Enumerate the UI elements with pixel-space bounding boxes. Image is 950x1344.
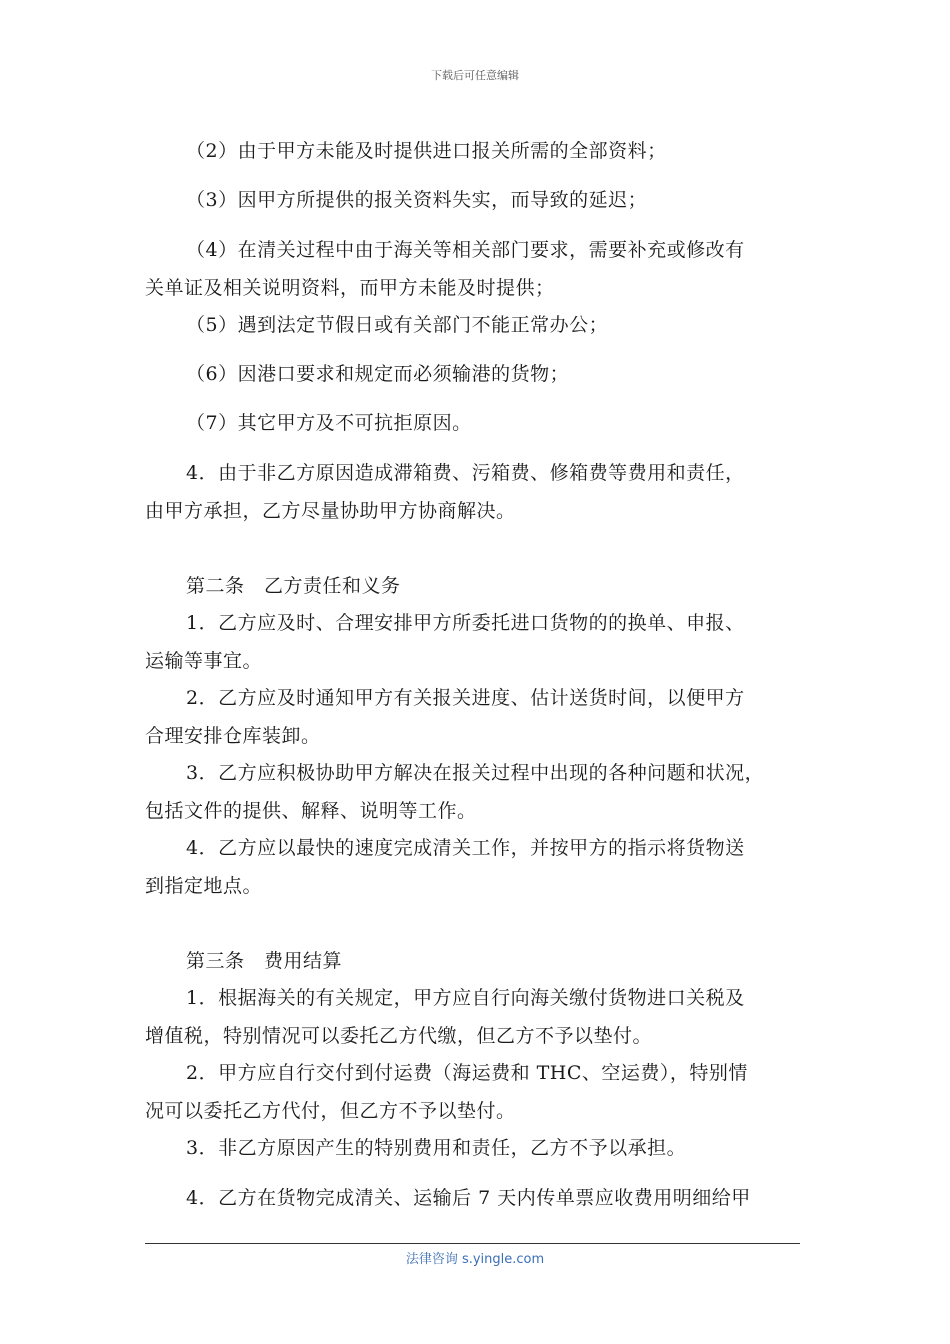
- footer-link[interactable]: 法律咨询 s.yingle.com: [405, 1252, 545, 1267]
- section2-item-4: 4．乙方应以最快的速度完成清关工作，并按甲方的指示将货物送: [186, 837, 745, 859]
- section2-item-1-cont: 运输等事宜。: [145, 650, 263, 672]
- section2-item-4-cont: 到指定地点。: [145, 875, 263, 897]
- section2-item-2: 2．乙方应及时通知甲方有关报关进度、估计送货时间，以便甲方: [186, 687, 745, 709]
- section2-item-3-cont: 包括文件的提供、解释、说明等工作。: [145, 800, 477, 822]
- section2-item-3: 3．乙方应积极协助甲方解决在报关过程中出现的各种问题和状况，: [186, 762, 765, 784]
- section-heading-3: 第三条 费用结算: [186, 950, 343, 972]
- clause-item-4: （4）在清关过程中由于海关等相关部门要求，需要补充或修改有: [186, 239, 745, 261]
- section2-item-1: 1．乙方应及时、合理安排甲方所委托进口货物的的换单、申报、: [186, 612, 745, 634]
- section3-item-2-cont: 况可以委托乙方代付，但乙方不予以垫付。: [145, 1100, 516, 1122]
- section3-item-3: 3．非乙方原因产生的特别费用和责任，乙方不予以承担。: [186, 1137, 687, 1159]
- footer-divider: [145, 1243, 800, 1244]
- clause-item-3: （3）因甲方所提供的报关资料失实，而导致的延迟；: [186, 189, 648, 211]
- clause-item-6: （6）因港口要求和规定而必须输港的货物；: [186, 363, 570, 385]
- section3-item-4: 4．乙方在货物完成清关、运输后 7 天内传单票应收费用明细给甲: [186, 1187, 751, 1209]
- clause-item-2: （2）由于甲方未能及时提供进口报关所需的全部资料；: [186, 140, 667, 162]
- clause-item-7: （7）其它甲方及不可抗拒原因。: [186, 412, 472, 434]
- section3-item-2: 2．甲方应自行交付到付运费（海运费和 THC、空运费），特别情: [186, 1062, 748, 1084]
- paragraph-4: 4．由于非乙方原因造成滞箱费、污箱费、修箱费等费用和责任，: [186, 462, 745, 484]
- section3-item-1: 1．根据海关的有关规定，甲方应自行向海关缴付货物进口关税及: [186, 987, 745, 1009]
- clause-item-5: （5）遇到法定节假日或有关部门不能正常办公；: [186, 314, 609, 336]
- section3-item-1-cont: 增值税，特别情况可以委托乙方代缴，但乙方不予以垫付。: [145, 1025, 653, 1047]
- header-note: 下载后可任意编辑: [431, 69, 519, 82]
- section2-item-2-cont: 合理安排仓库装卸。: [145, 725, 321, 747]
- clause-item-4-cont: 关单证及相关说明资料，而甲方未能及时提供；: [145, 277, 555, 299]
- section-heading-2: 第二条 乙方责任和义务: [186, 575, 401, 597]
- paragraph-4-cont: 由甲方承担，乙方尽量协助甲方协商解决。: [145, 500, 516, 522]
